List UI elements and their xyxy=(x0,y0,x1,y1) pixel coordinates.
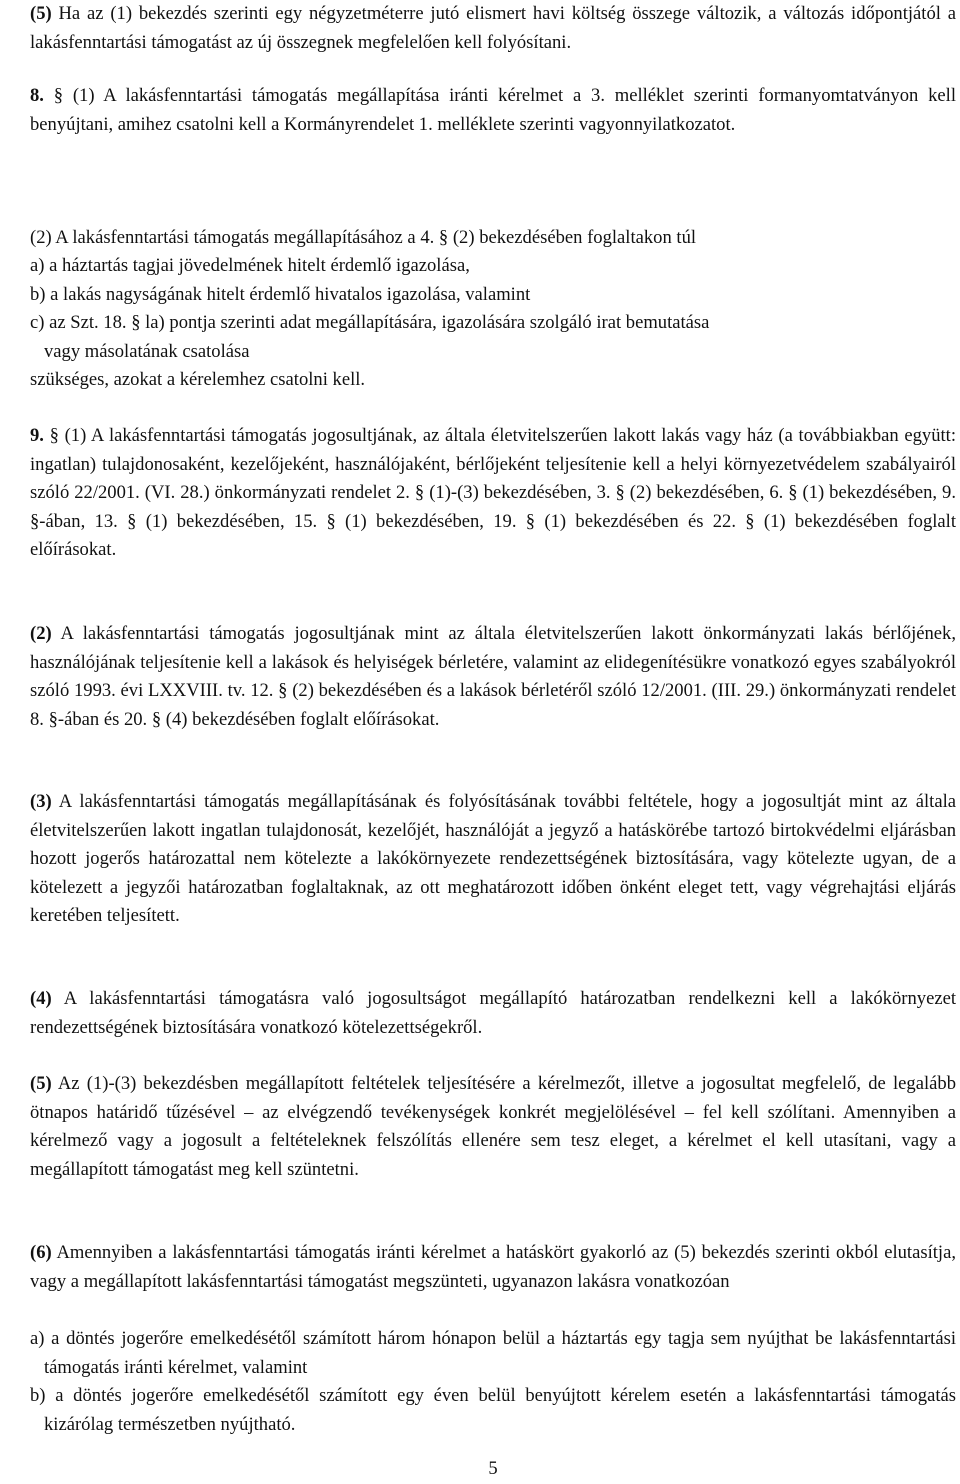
section-number: 8. xyxy=(30,85,44,106)
section-9-paragraph-6 xyxy=(30,1239,956,1296)
paragraph-label: (6) xyxy=(30,1242,52,1263)
list-item-c-continued: vagy másolatának csatolása xyxy=(44,341,250,362)
list-item-a: a) a döntés jogerőre emelkedésétől számított három hónapon belül a háztartás egy tagja sem nyújthat be lakásfenntartási támogatás iránti kérelmet, valamint xyxy=(30,1328,956,1378)
list-item-b: b) a lakás nagyságának hitelt érdemlő hivatalos igazolása, valamint xyxy=(30,284,531,305)
paragraph-label: (5) xyxy=(30,3,52,24)
list-item-b: b) a döntés jogerőre emelkedésétől számított egy éven belül benyújtott kérelem esetén a lakásfenntartási támogatás kizárólag természetben nyújtható. xyxy=(30,1385,956,1435)
section-8-paragraph-2-end: szükséges, azokat a kérelemhez csatolni kell. xyxy=(30,369,366,390)
paragraph-text: Amennyiben a lakásfenntartási támogatás iránti kérelmet a hatáskört gyakorló az (5) bekezdés szerinti okból elutasítja, vagy a megállapított lakásfenntartási támogatást megszünteti, ugyanazon lakásra vonatkozóan xyxy=(30,1242,956,1292)
section-8-paragraph-1 xyxy=(30,82,956,139)
paragraph-text: Ha az (1) bekezdés szerinti egy négyzetméterre jutó elismert havi költség összege változik, a változás időpontjától a lakásfenntartási támogatást az új összegnek megfelelően kell folyósítani. xyxy=(30,3,956,53)
page-number: 5 xyxy=(488,1458,498,1479)
paragraph-label: (4) xyxy=(30,988,52,1009)
section-9-paragraph-4 xyxy=(30,985,956,1042)
section-9-paragraph-2 xyxy=(30,620,956,734)
paragraph-text: A lakásfenntartási támogatás megállapításának és folyósításának további feltétele, hogy a jogosultját mint az általa életvitelszerűen lakott ingatlan tulajdonosát, kezelőjét, használóját a jegyző a hatáskörébe tartozó birtokvédelmi eljárásban hozott jogerős határozattal nem kötelezte a lakókörnyezete rendezettségének biztosítására, vagy kötelezte ugyan, de a kötelezett a jegyzői határozatban foglaltaknak, az ott meghatározott időben önként eleget tett, vagy végrehajtási eljárás keretében teljesített. xyxy=(30,791,956,926)
paragraph-text: A lakásfenntartási támogatásra való jogosultságot megállapító határozatban rendelkezni kell a lakókörnyezet rendezettségének biztosítására vonatkozó kötelezettségekről. xyxy=(30,988,956,1038)
paragraph-text: Az (1)-(3) bekezdésben megállapított feltételek teljesítésére a kérelmezőt, illetve a jogosultat megfelelő, de legalább ötnapos határidő tűzésével – az elvégzendő tevékenységek konkrét megjelölésével – fel kell szólítani. Amennyiben a kérelmező vagy a jogosult a feltételeknek felszólítás ellenére sem tesz eleget, a kérelmet el kell utasítani, vagy a megállapított támogatást meg kell szüntetni. xyxy=(30,1073,956,1180)
section-9-paragraph-3 xyxy=(30,788,956,931)
paragraph-text: § (1) A lakásfenntartási támogatás megállapítása iránti kérelmet a 3. melléklet szerinti formanyomtatványon kell benyújtani, amihez csatolni kell a Kormányrendelet 1. melléklete szerinti vagyonnyilatkozatot. xyxy=(30,85,956,135)
document-page xyxy=(30,0,956,1479)
paragraph-5-top xyxy=(30,0,956,57)
section-9-paragraph-5 xyxy=(30,1070,956,1184)
paragraph-label: (2) xyxy=(30,623,52,644)
paragraph-label: (5) xyxy=(30,1073,52,1094)
list-item-c: c) az Szt. 18. § la) pontja szerinti adat megállapítására, igazolására szolgáló irat bemutatása xyxy=(30,312,710,333)
paragraph-label: (3) xyxy=(30,791,52,812)
section-8-paragraph-2-intro: (2) A lakásfenntartási támogatás megállapításához a 4. § (2) bekezdésében foglaltakon túl xyxy=(30,227,697,248)
section-9-paragraph-1 xyxy=(30,422,956,565)
list-item-a: a) a háztartás tagjai jövedelmének hitelt érdemlő igazolása, xyxy=(30,255,470,276)
paragraph-text: A lakásfenntartási támogatás jogosultjának mint az általa életvitelszerűen lakott önkormányzati lakás bérlőjének, használójának teljesítenie kell a lakások és helyiségek bérletére, valamint az elidegenítésükre vonatkozó egyes szabályokról szóló 1993. évi LXXVIII. tv. 12. § (2) bekezdésében és a lakások bérletéről szóló 12/2001. (III. 29.) önkormányzati rendelet 8. §-ában és 20. § (4) bekezdésében foglalt előírásokat. xyxy=(30,623,956,730)
section-number: 9. xyxy=(30,425,44,446)
paragraph-text: § (1) A lakásfenntartási támogatás jogosultjának, az általa életvitelszerűen lakott lakás vagy ház (a továbbiakban együtt: ingatlan) tulajdonosaként, kezelőjeként, használójaként, bérlőjeként teljesítenie kell a helyi környezetvédelem szabályairól szóló 22/2001. (VI. 28.) önkormányzati rendelet 2. § (1)-(3) bekezdésében, 3. § (2) bekezdésében, 6. § (1) bekezdésében, 9. §-ában, 13. § (1) bekezdésében, 15. § (1) bekezdésében, 19. § (1) bekezdésében és 22. § (1) bekezdésében foglalt előírásokat. xyxy=(30,425,956,560)
